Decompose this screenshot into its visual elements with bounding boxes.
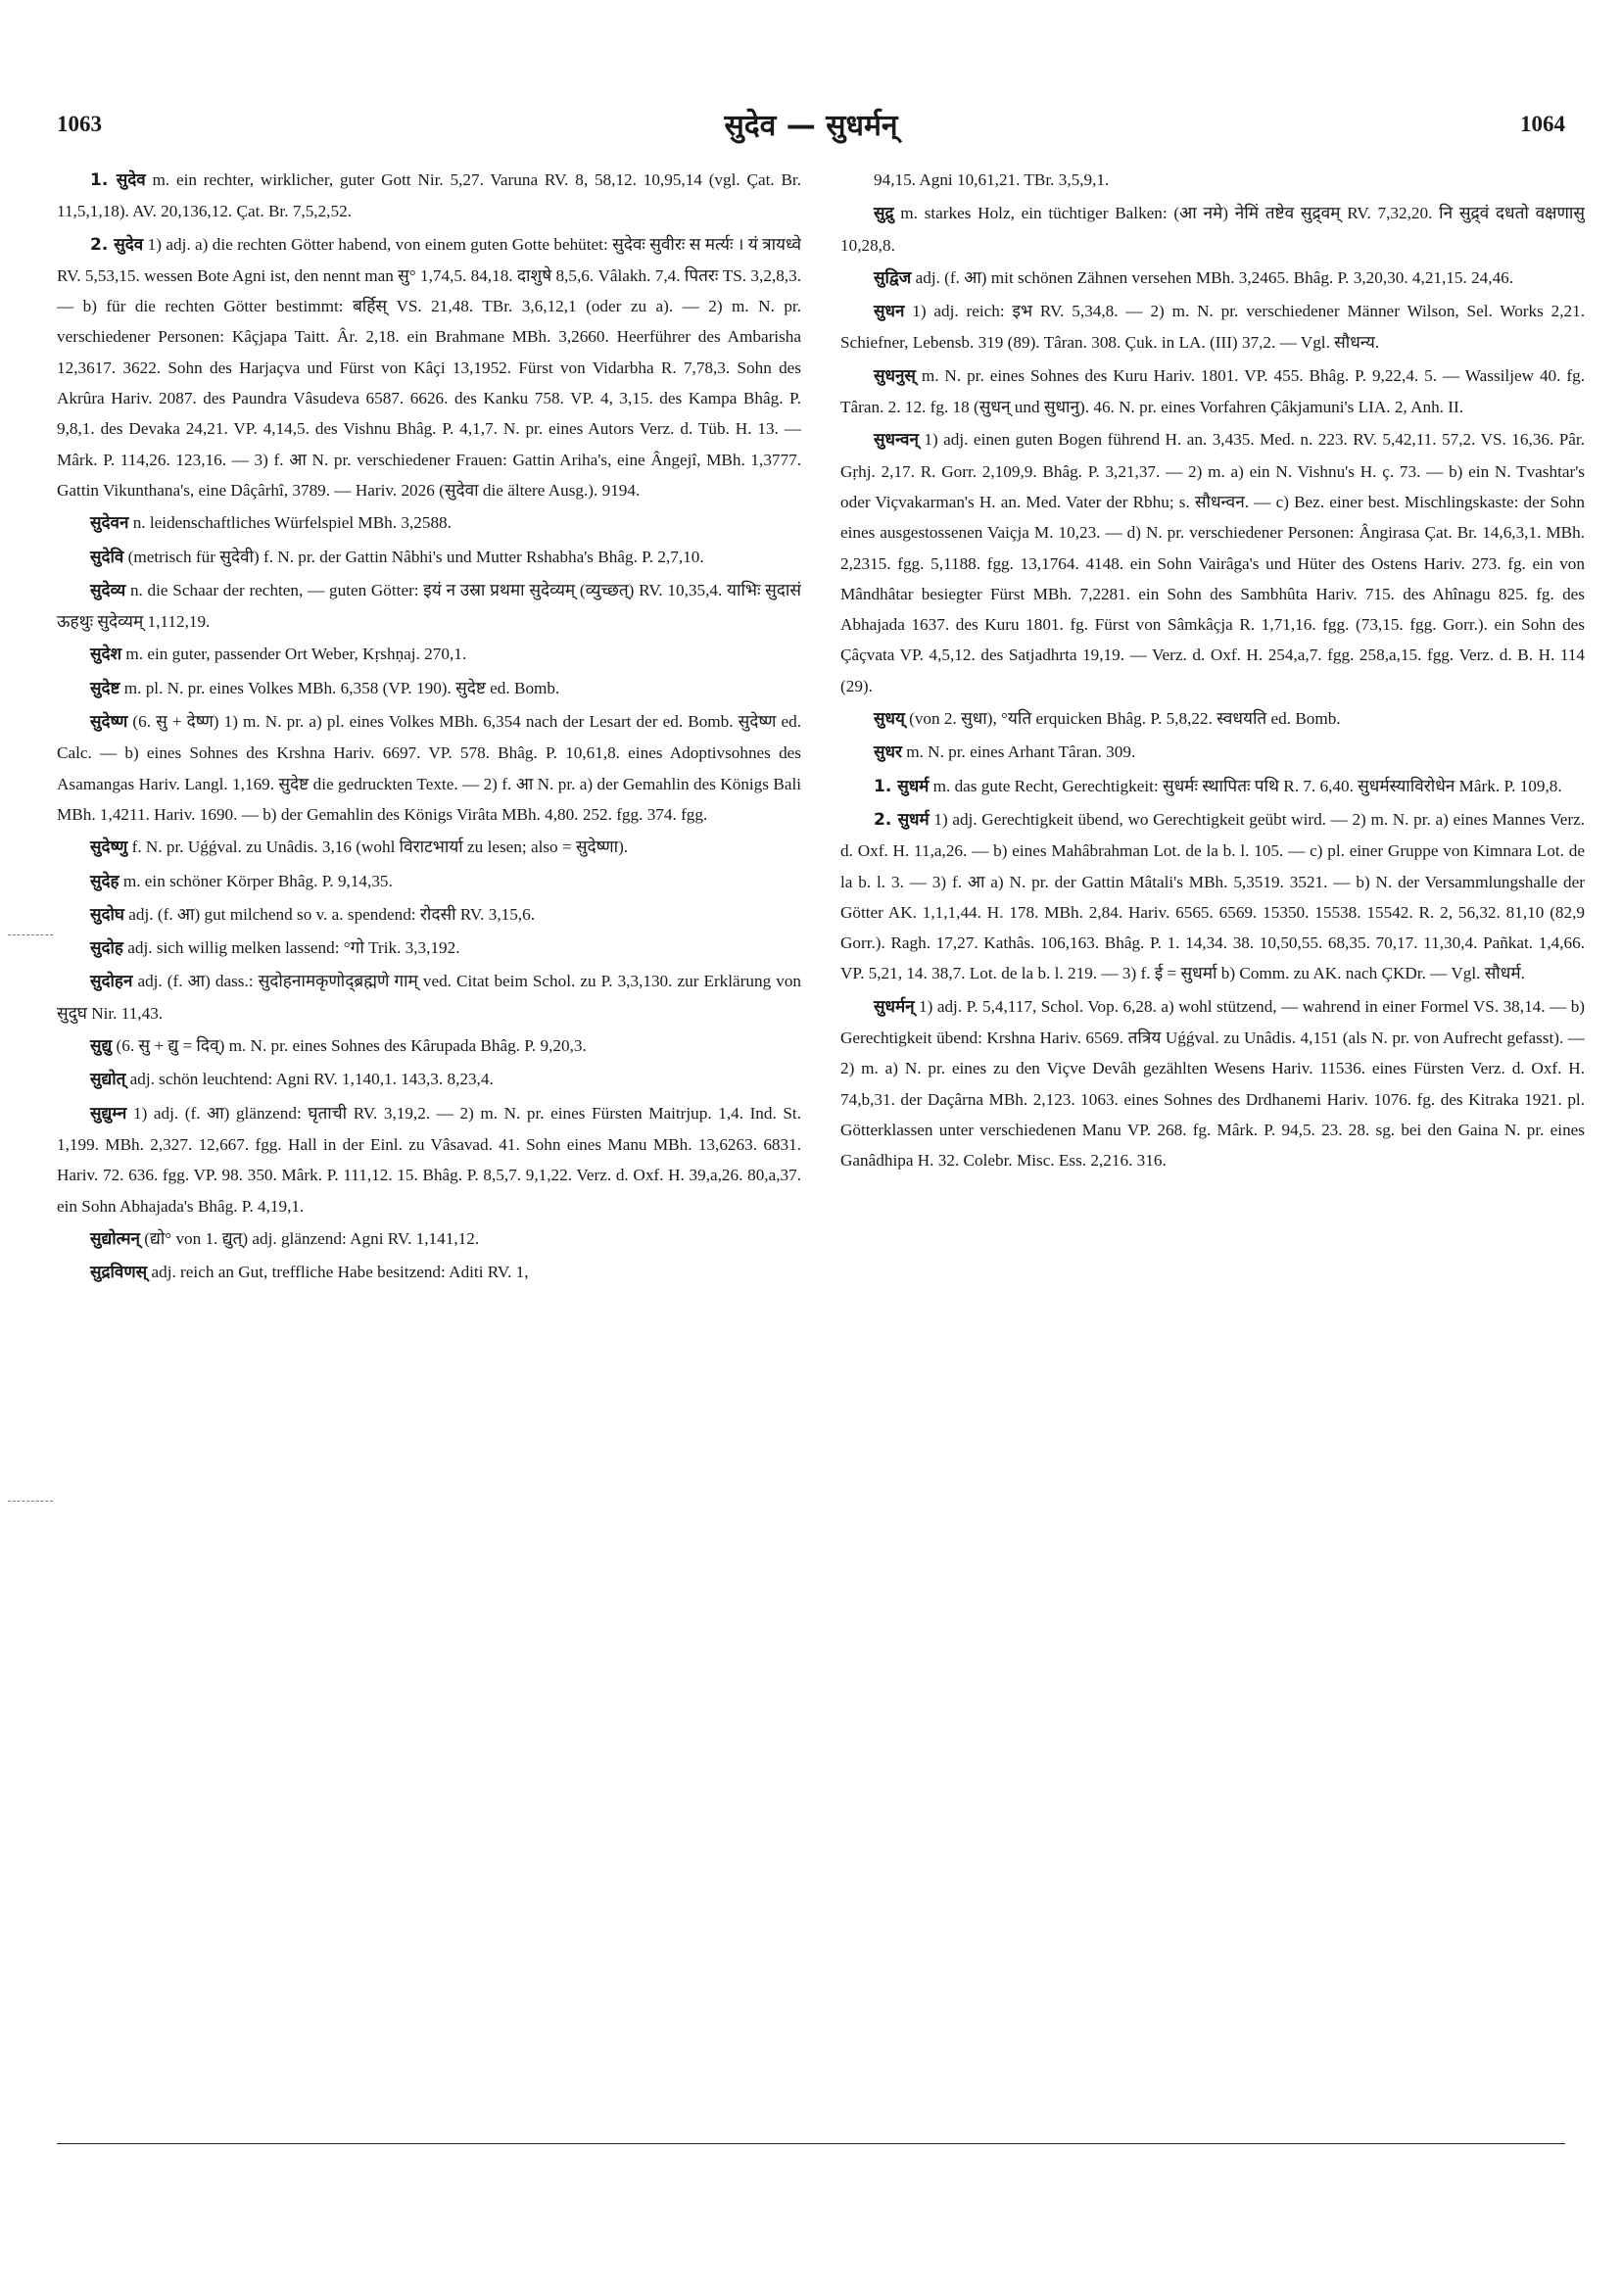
dictionary-entry [840,804,1585,989]
dictionary-entry [840,263,1585,294]
dictionary-entry [57,1030,801,1062]
entry-text: f. N. pr. Uǵǵval. zu Unâdis. 3,16 (wohl विराटभार्या zu lesen; also = सुदेष्णा). [131,837,629,857]
dictionary-entry [57,507,801,539]
entry-headword: सुधय् [874,709,905,730]
entry-text: (6. सु + द्यु = दिव्) m. N. pr. eines Sohnes des Kârupada Bhâg. P. 9,20,3. [116,1036,587,1056]
entry-headword: सुदेव्य [90,580,126,600]
margin-mark [8,1501,53,1502]
entry-headword: सुद्रु [874,204,894,224]
dictionary-entry [57,866,801,897]
entry-text: adj. (f. आ) mit schönen Zähnen versehen MBh. 3,2465. Bhâg. P. 3,20,30. 4,21,15. 24,46. [915,267,1514,287]
dictionary-entry [840,737,1585,768]
entry-text: m. ein guter, passender Ort Weber, Kṛshṇaj. 270,1. [125,645,467,664]
entry-headword: सुद्योत्मन् [90,1228,140,1249]
dictionary-entry [57,1257,801,1288]
dictionary-entry [57,639,801,670]
footer-rule [57,2143,1565,2144]
dictionary-entry [840,198,1585,261]
entry-text: 1) adj. P. 5,4,117, Schol. Vop. 6,28. a) wohl stützend, — wahrend in einer Formel VS. 38,14. — b) Gerechtigkeit übend: Krshna Hariv. 6569. तत्रिय Uǵǵval. zu Unâdis. 4,151 (als N. pr. von Aufrecht gefasst). — 2) m. a) N. pr. eines zu den Viçve Devâh gezählten Wesens Hariv. 11536. eines Fürsten Verz. d. Oxf. H. 74,b,31. der Daçârna MBh. 2,123. 1063. eines Sohnes des Drdhanemi Hariv. 1076. fg. des Kitraka 1921. pl. Götterklassen unter verschiedenen Manu VP. 268. fg. Mârk. P. 94,5. 23. 28. sg. bei den Gaina N. pr. eines Ganâdhipa H. 32. Colebr. Misc. Ess. 2,216. 316. [840,996,1585,1171]
dictionary-entry [840,771,1585,802]
entry-text: (von 2. सुधा), °यति erquicken Bhâg. P. 5,8,22. स्वधयति ed. Bomb. [909,709,1341,729]
entry-text: m. ein rechter, wirklicher, guter Gott Nir. 5,27. Varuna RV. 8, 58,12. 10,95,14 (vgl. Çat. Br. 11,5,1,18). AV. 20,136,12. Çat. Br. 7,5,2,52. [57,170,801,221]
entry-headword: सुदेष्णु [90,837,128,858]
entry-text: 1) adj. (f. आ) glänzend: घृताची RV. 3,19,2. — 2) m. N. pr. eines Fürsten Maitrjup. 1,4. Ind. St. 1,199. MBh. 2,327. 12,667. fgg. Hall in der Einl. zu Vâsavad. 41. Sohn eines Manu MBh. 13,6263. 6831. Hariv. 72. 636. fgg. VP. 98. 350. Mârk. P. 111,12. 15. Bhâg. P. 8,5,7. 9,1,22. Verz. d. Oxf. H. 39,a,26. 80,a,37. ein Sohn Abhajada's Bhâg. P. 4,19,1. [57,1103,801,1216]
entry-headword: सुद्युम्न [90,1103,127,1124]
dictionary-entry [57,899,801,931]
dictionary-entry [840,991,1585,1176]
entry-text: m. das gute Recht, Gerechtigkeit: सुधर्मः स्थापितः पथि R. 7. 6,40. सुधर्मस्याविरोधेन Mârk. P. 109,8. [932,776,1562,795]
dictionary-entry [840,424,1585,701]
margin-mark [8,934,53,935]
dictionary-entry [840,296,1585,359]
entry-headword: 1. सुधर्म [874,776,930,796]
dictionary-entry [57,673,801,704]
entry-headword: सुदोह [90,938,123,959]
entry-headword: 2. सुधर्म [874,809,930,830]
entry-text: m. N. pr. eines Arhant Târan. 309. [906,742,1136,762]
page-number-right: 1064 [1520,112,1565,136]
entry-text: adj. sich willig melken lassend: °गो Trik. 3,3,192. [127,938,460,958]
dictionary-entry [840,165,1585,196]
entry-text: 1) adj. einen guten Bogen führend H. an. 3,435. Med. n. 223. RV. 5,42,11. 57,2. VS. 16,36. Pâr. Gṛhj. 2,17. R. Gorr. 2,109,9. Bhâg. P. 3,21,37. — 2) m. a) ein N. Vishnu's H. ç. 73. — b) ein N. Tvashtar's oder Viçvakarman's H. an. Med. Vater der Rbhu; s. सौधन्वन. — c) Bez. einer best. Mischlingskaste: der Sohn eines ausgestossenen Vaiçja M. 10,23. — d) N. pr. verschiedener Personen: Ângirasa Çat. Br. 14,6,3,1. MBh. 2,2315. fgg. 5,1188. fgg. 13,1764. 4148. ein Sohn Vairâga's und Hüter des Ostens Hariv. 273. fg. ein von Mândhâtar besiegter Fürst MBh. 7,2281. ein Sohn des Sambhûta Hariv. 715. des Ahînagu 825. fg. des Abhajada 1637. des Kuru 1801. fg. Fürst von Sâmkâçja R. 1,71,16. fgg. (73,15. fgg. Gorr.). ein Sohn des Çâçvata VP. 4,5,12. des Satjadhrta 19,19. — Verz. d. Oxf. H. 254,a,7. fgg. 258,a,15. fgg. Verz. d. B. H. 114 (29). [840,430,1585,695]
entry-text: 1) adj. a) die rechten Götter habend, von einem guten Gotte behütet: सुदेवः सुवीरः स मर्त्यः । यं त्रायध्वे RV. 5,53,15. wessen Bote Agni ist, den nennt man सु° 1,74,5. 84,18. दाशुषे 8,5,6. Vâlakh. 7,4. पितरः TS. 3,2,8,3. — b) für die rechten Götter bestimmt: बर्हिस् VS. 21,48. TBr. 3,6,12,1 (oder zu a). — 2) m. N. pr. verschiedener Personen: Kâçjapa Taitt. Âr. 2,18. ein Brahmane MBh. 3,2660. Heerführer des Ambarisha 12,3617. 3622. Sohn des Harjaçva und Fürst von Kâçi 13,1952. Fürst von Vidarbha R. 7,78,3. Sohn des Akrûra Hariv. 2087. des Paundra Vâsudeva 6587. 6626. des Kanku 758. VP. 4, 3,15. des Kampa Bhâg. P. 9,8,1. des Devaka 24,21. VP. 4,14,5. des Vishnu Bhâg. P. 4,1,7. N. pr. eines Autors Verz. d. Tüb. H. 13. — Mârk. P. 114,26. 123,16. — 3) f. आ N. pr. verschiedener Frauen: Gattin Ariha's, eine Ângejî, MBh. 1,3777. Gattin Vikunthana's, eine Dâçârhî, 3789. — Hariv. 2026 (सुदेवा die ältere Ausg.). 9194. [57,234,801,500]
dictionary-entry [840,360,1585,423]
entry-text: (द्यो° von 1. द्युत्) adj. glänzend: Agni RV. 1,141,12. [144,1228,480,1248]
entry-text: n. die Schaar der rechten, — guten Götter: इयं न उस्रा प्रथमा सुदेव्यम् (व्युच्छत्) RV. 10,35,4. याभिः सुदासं ऊहथुः सुदेव्यम् 1,112,19. [57,580,801,632]
dictionary-entry [57,229,801,506]
entry-headword: सुदोहन [90,972,133,992]
running-title: सुदेव — सुधर्मन् [724,109,898,143]
page-header [57,104,1565,143]
entry-text: (metrisch für सुदेवी) f. N. pr. der Gattin Nâbhi's und Mutter Rshabha's Bhâg. P. 2,7,10. [127,547,704,566]
dictionary-entry [57,933,801,964]
dictionary-entry [57,706,801,830]
entry-headword: सुद्रविणस् [90,1263,148,1283]
dictionary-entry [57,1064,801,1095]
entry-text: m. starkes Holz, ein tüchtiger Balken: (आ नमे) नेमिं तष्टेव सुद्र्वम् RV. 7,32,20. नि सुद्र्वं दधतो वक्षणासु 10,28,8. [840,204,1585,255]
entry-headword: सुधन [874,302,905,322]
dictionary-entry [57,1223,801,1255]
dictionary-entry [57,542,801,573]
entry-headword: सुदेष्ण [90,712,128,733]
dictionary-entry [57,966,801,1028]
entry-headword: सुधन्वन् [874,430,919,451]
entry-headword: सुद्यु [90,1036,113,1057]
entry-text: adj. (f. आ) dass.: सुदोहनामकृणोद्ब्रह्मणे गाम् ved. Citat beim Schol. zu P. 3,3,130. zur Erklärung von सुदुघ Nir. 11,43. [57,972,801,1023]
entry-text: 1) adj. Gerechtigkeit übend, wo Gerechtigkeit geübt wird. — 2) m. N. pr. a) eines Mannes Verz. d. Oxf. H. 11,a,26. — b) eines Mahâbrahman Lot. de la b. l. 105. — c) pl. einer Gruppe von Kimnara Lot. de la b. l. 3. — 3) f. आ a) N. pr. der Gattin Mâtali's MBh. 5,3519. 3521. — b) N. der Versammlungshalle der Götter AK. 1,1,1,44. H. 178. MBh. 2,84. Hariv. 6565. 6569. 15350. 15538. 15542. R. 2, 56,32. 81,10 (82,9 Gorr.). Ragh. 17,27. Kathâs. 106,163. Bhâg. P. 1. 14,34. 38. 10,50,55. 68,35. 70,17. 11,30,4. Pañkat. 1,4,66. VP. 5,21, 14. 38,7. Lot. de la b. l. 219. — 3) f. ई = सुधर्मा b) Comm. zu AK. nach ÇKDr. — Vgl. सौधर्म. [840,809,1585,983]
entry-text: adj. reich an Gut, treffliche Habe besitzend: Aditi RV. 1, [151,1263,529,1282]
entry-text: adj. schön leuchtend: Agni RV. 1,140,1. 143,3. 8,23,4. [129,1070,494,1089]
entry-text: n. leidenschaftliches Würfelspiel MBh. 3,2588. [132,513,452,533]
entry-headword: सुदेवन [90,513,129,534]
entry-headword: सुधर [874,742,902,763]
dictionary-entry [57,1098,801,1221]
entry-headword: सुदोघ [90,904,124,925]
entry-text: (6. सु + देष्ण) 1) m. N. pr. a) pl. eines Volkes MBh. 6,354 nach der Lesart der ed. Bomb. सुदेष्ण ed. Calc. — b) eines Sohnes des Krshna Hariv. 6697. VP. 578. Bhâg. P. 10,61,8. eines Adoptivsohnes des Asamangas Hariv. Langl. 1,169. सुदेष्ट die gedruckten Texte. — 2) f. आ N. pr. a) der Gemahlin des Königs Bali MBh. 1,4211. Hariv. 1690. — b) der Gemahlin des Königs Virâta MBh. 4,80. 252. fgg. 374. fgg. [57,712,801,824]
entry-text: adj. (f. आ) gut milchend so v. a. spendend: रोदसी RV. 3,15,6. [128,904,535,924]
entry-headword: सुद्योत् [90,1070,126,1090]
left-column [57,165,801,2006]
page-number-left: 1063 [57,112,102,136]
dictionary-entry [840,703,1585,735]
entry-headword: 1. सुदेव [90,170,146,190]
dictionary-entry [57,165,801,227]
entry-headword: सुद्विज [874,267,912,288]
entry-headword: सुदेष्ट [90,678,120,698]
entry-text: m. ein schöner Körper Bhâg. P. 9,14,35. [122,871,393,890]
entry-headword: सुदेश [90,645,122,665]
dictionary-entry [57,832,801,863]
entry-headword: 2. सुदेव [90,234,144,255]
entry-text: 94,15. Agni 10,61,21. TBr. 3,5,9,1. [874,170,1110,189]
entry-headword: सुदेह [90,871,119,891]
entry-headword: सुधनुस् [874,365,916,386]
entry-headword: सुधर्मन् [874,996,915,1017]
entry-headword: सुदेवि [90,547,124,567]
entry-text: m. pl. N. pr. eines Volkes MBh. 6,358 (VP. 190). सुदेष्ट ed. Bomb. [123,678,560,697]
entry-text: m. N. pr. eines Sohnes des Kuru Hariv. 1801. VP. 455. Bhâg. P. 9,22,4. 5. — Wassiljew 40. fg. Târan. 2. 12. fg. 18 (सुधन् und सुधानु). 46. N. pr. eines Vorfahren Çâkjamuni's LIA. 2, Anh. II. [840,365,1585,417]
entry-text: 1) adj. reich: इभ RV. 5,34,8. — 2) m. N. pr. verschiedener Männer Wilson, Sel. Works 2,21. Schiefner, Lebensb. 319 (89). Târan. 308. Çuk. in LA. (III) 37,2. — Vgl. सौधन्य. [840,302,1585,353]
right-column [840,165,1585,2006]
dictionary-entry [57,575,801,638]
